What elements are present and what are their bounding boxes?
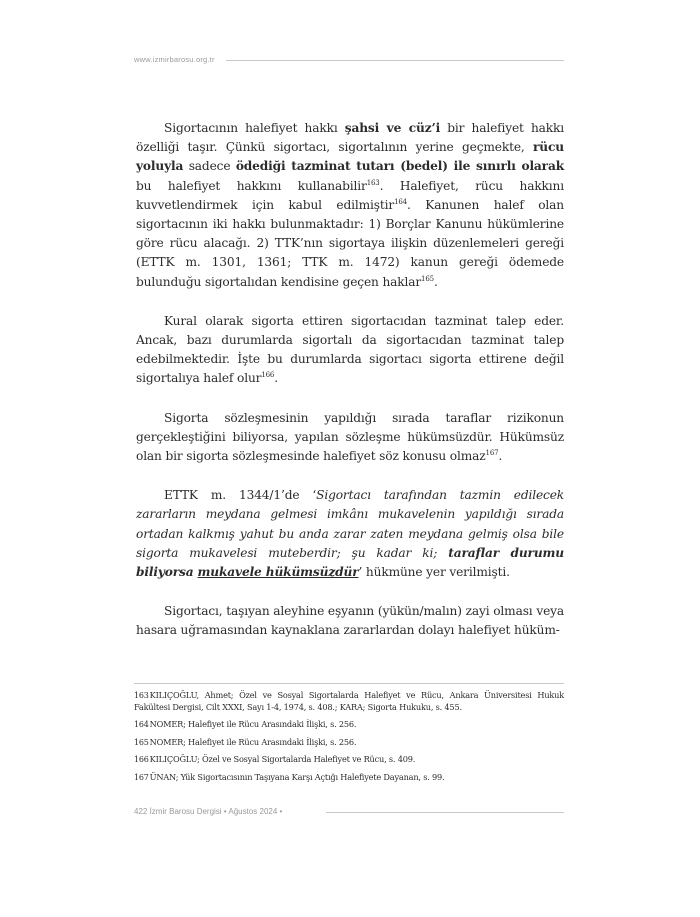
- text-run: sadece: [183, 159, 236, 174]
- text-run: Sigortacının halefiyet hakkı: [164, 121, 345, 135]
- text-run: ödediği tazminat tutarı (bedel) ile sınırlı olarak: [235, 159, 564, 174]
- text-run: Kural olarak sigorta ettiren sigortacıdan tazminat talep eder. Ancak, bazı durumlarda sigortalı da sigortacıdan tazminat talep edebilmektedir. İşte bu durumlarda sigortacı sigorta ettirene değil sigortalıya halef olur: [136, 313, 564, 386]
- footnote-number: 166: [134, 755, 149, 764]
- footnote-number: 163: [134, 691, 149, 700]
- text-run: Sigortacı tarafından tazmin edilecek zararların meydana gelmesi imkânı mukavelenin yapıldığı sırada ortadan kalkmış yahut bu anda zarar zaten meydana gelmiş olsa bile sigorta mukavelesi muteberdir; şu kadar ki;: [136, 488, 565, 560]
- body-paragraph: [136, 486, 564, 582]
- footnotes: [134, 690, 564, 789]
- footnote-item: [134, 737, 564, 749]
- footnote-text: ÜNAN; Yük Sigortacısının Taşıyana Karşı Açtığı Halefiyete Dayanan, s. 99.: [149, 771, 445, 782]
- footnote-reference[interactable]: 163: [366, 178, 380, 187]
- text-run: Sigorta sözleşmesinin yapıldığı sırada taraflar rizikonun gerçekleştiğini biliyorsa, yapılan sözleşme hükümsüzdür. Hükümsüz olan bir sigorta sözleşmesinde halefiyet söz konusu olmaz: [136, 410, 564, 464]
- footnote-number: 167: [134, 772, 149, 782]
- footnote-number: 165: [134, 737, 149, 747]
- text-run: bir halefiyet hakkı özelliği taşır. Çünkü sigortacı, sigortalının yerine geçmekte,: [136, 121, 564, 155]
- text-run: rücu yoluyla: [136, 140, 564, 174]
- site-url: www.izmirbarosu.org.tr: [134, 55, 215, 64]
- text-run: şahsi ve cüz’i: [344, 121, 441, 135]
- footnote-reference[interactable]: 167: [485, 448, 499, 457]
- footnote-text: NOMER; Halefiyet ile Rücu Arasındaki İlişki, s. 256.: [149, 736, 357, 747]
- body-paragraph: [136, 602, 564, 640]
- footnote-item: [134, 719, 564, 731]
- page-footer: [134, 807, 564, 819]
- body-paragraph: [136, 119, 564, 292]
- text-run: bu halefiyet hakkını kullanabilir: [136, 178, 367, 193]
- footnote-item: [134, 754, 564, 766]
- footnote-reference[interactable]: 166: [261, 371, 275, 380]
- footnote-reference[interactable]: 164: [394, 197, 407, 206]
- page-header: [134, 55, 564, 67]
- footnote-reference[interactable]: 165: [421, 274, 434, 283]
- text-run: Sigortacı, taşıyan aleyhine eşyanın (yükün/malın) zayi olması veya hasara uğramasından kaynaklana zararlardan dolayı halefiyet hüküm-: [136, 604, 564, 638]
- footnote-text: KILIÇOĞLU, Ahmet; Özel ve Sosyal Sigortalarda Halefiyet ve Rücu, Ankara Üniversitesi Hukuk Fakültesi Dergisi, Cilt XXXI, Sayı 1-4, 1974, s. 408.; KARA; Sigorta Hukuku, s. 455.: [134, 690, 564, 712]
- footnote-divider: [134, 683, 564, 684]
- footnote-text: NOMER; Halefiyet ile Rücu Arasındaki İlişki, s. 256.: [149, 719, 357, 729]
- footnote-number: 164: [134, 720, 149, 729]
- header-rule: [226, 60, 564, 61]
- text-run: ETTK m. 1344/1’de ‘: [164, 488, 317, 503]
- footnote-item: [134, 690, 564, 713]
- footer-text: 422 İzmir Barosu Dergisi • Ağustos 2024 •: [134, 807, 283, 816]
- body-paragraph: [136, 409, 564, 467]
- text-run: taraflar durumu biliyorsa: [136, 545, 564, 580]
- text-run: .: [498, 449, 503, 464]
- text-run: .: [274, 371, 278, 386]
- text-run: . Halefiyet, rücu hakkını kuvvetlendirmek için kabul edilmiştir: [136, 178, 564, 212]
- footnote-text: KILIÇOĞLU; Özel ve Sosyal Sigortalarda Halefiyet ve Rücu, s. 409.: [149, 754, 416, 764]
- main-text: [136, 119, 564, 641]
- footer-rule: [326, 812, 564, 813]
- text-run: .: [433, 274, 438, 289]
- footnote-item: [134, 772, 564, 784]
- text-run: ’ hükmüne yer verilmişti.: [358, 565, 510, 580]
- text-run: mukavele hükümsüzdür: [197, 565, 359, 580]
- text-run: . Kanunen halef olan sigortacının iki hakkı bulunmaktadır: 1) Borçlar Kanunu hükümlerine göre rücu alacağı. 2) TTK’nın sigortaya ilişkin düzenlemeleri gereği (ETTK m. 1301, 1361; TTK m. 1472) kanun gereği ödemede bulunduğu sigortalıdan kendisine geçen haklar: [136, 197, 564, 289]
- body-paragraph: [136, 312, 564, 389]
